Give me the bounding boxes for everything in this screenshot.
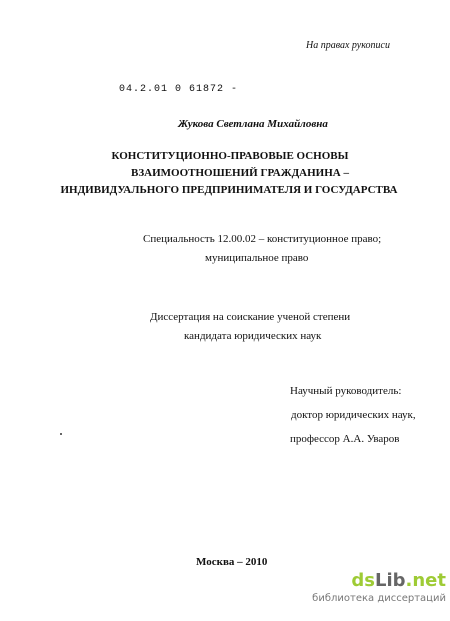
watermark-logo-lib: Lib: [375, 570, 406, 591]
watermark-logo-net: .net: [405, 570, 446, 591]
degree-line-1: Диссертация на соискание ученой степени: [150, 311, 351, 323]
watermark-logo-ds: ds: [351, 570, 375, 591]
supervisor-heading: Научный руководитель:: [290, 385, 402, 397]
watermark-subtitle: библиотека диссертаций: [312, 593, 446, 604]
dissertation-title: [0, 148, 450, 199]
supervisor-name: профессор А.А. Уваров: [290, 433, 400, 445]
author-name: Жукова Светлана Михайловна: [178, 118, 328, 130]
title-line-3: ИНДИВИДУАЛЬНОГО ПРЕДПРИНИМАТЕЛЯ И ГОСУДАРСТВА: [60, 184, 398, 196]
rights-note: На правах рукописи: [306, 40, 390, 51]
title-line-1: КОНСТИТУЦИОННО-ПРАВОВЫЕ ОСНОВЫ: [111, 150, 349, 162]
city-year: Москва – 2010: [196, 556, 268, 568]
archive-number: 04.2.01 0 61872 -: [119, 84, 239, 95]
watermark-logo: [306, 571, 446, 591]
watermark: [306, 571, 446, 604]
scan-speck: [60, 433, 62, 435]
supervisor-degree: доктор юридических наук,: [291, 409, 416, 421]
title-line-2: ВЗАИМООТНОШЕНИЙ ГРАЖДАНИНА –: [131, 167, 349, 179]
specialty-line-1: Специальность 12.00.02 – конституционное право;: [143, 233, 382, 245]
specialty-line-2: муниципальное право: [205, 252, 309, 264]
degree-line-2: кандидата юридических наук: [184, 330, 322, 342]
